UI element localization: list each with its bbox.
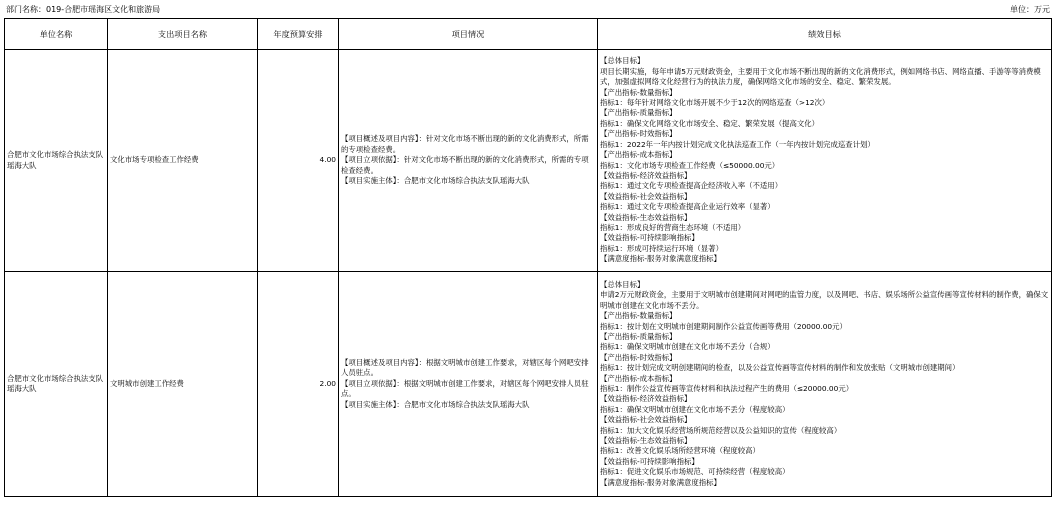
- unit-name-cell: 合肥市文化市场综合执法支队瑶海大队: [5, 272, 108, 497]
- perf-line: 【产出指标-成本指标】: [600, 373, 677, 383]
- perf-line: 【产出指标-时效指标】: [600, 352, 677, 362]
- project-name-cell: 文化市场专项检查工作经费: [108, 50, 258, 272]
- report-header: [6, 3, 1050, 17]
- column-header-description: 项目情况: [339, 19, 598, 50]
- perf-line: 【满意度指标-服务对象满意度指标】: [600, 477, 721, 487]
- perf-line: 【效益指标-经济效益指标】: [600, 394, 692, 404]
- project-table: [4, 18, 1052, 497]
- perf-line: 【产出指标-数量指标】: [600, 87, 677, 97]
- column-header-project-name: 支出项目名称: [108, 19, 258, 50]
- description-cell: [339, 50, 598, 272]
- perf-line: 指标1：加大文化娱乐经营场所规范经营以及公益知识的宣传（程度较高）: [600, 425, 842, 435]
- description-basis: 【项目立项依据】：根据文明城市创建工作要求，对辖区每个网吧安排人员驻点。: [341, 378, 589, 399]
- unit-name-cell: 合肥市文化市场综合执法支队瑶海大队: [5, 50, 108, 272]
- table-header-row: [5, 19, 1052, 50]
- description-basis: 【项目立项依据】：针对文化市场不断出现的新的文化消费形式，所需的专项检查经费。: [341, 155, 589, 175]
- column-header-budget: 年度预算安排: [258, 19, 339, 50]
- perf-line: 指标1：按计划在文明城市创建期间制作公益宣传画等费用（20000.00元）: [600, 321, 847, 331]
- description-implementer: 【项目实施主体】：合肥市文化市场综合执法支队瑶海大队: [341, 399, 530, 409]
- perf-line: 申请2万元财政资金，主要用于文明城市创建期间对网吧的监管力度，以及网吧、书店、娱乐场所公益宣传画等宣传材料的制作费，确保文明城市创建在文化市场不丢分。: [600, 290, 1049, 310]
- perf-line: 【效益指标-可持续影响指标】: [600, 456, 699, 466]
- table-row: [5, 50, 1052, 272]
- description-cell: [339, 272, 598, 497]
- table-row: [5, 272, 1052, 497]
- perf-line: 指标1：按计划完成文明创建期间的检查，以及公益宣传画等宣传材料的制作和发放张贴（文明城市创建期间）: [600, 363, 960, 373]
- performance-cell: [598, 272, 1052, 497]
- performance-cell: [598, 50, 1052, 272]
- perf-line: 指标1：形成可持续运行环境（显著）: [600, 243, 723, 253]
- perf-line: 指标1：确保文明城市创建在文化市场不丢分（合规）: [600, 342, 775, 352]
- perf-line: 【产出指标-成本指标】: [600, 150, 677, 160]
- column-header-performance: 绩效目标: [598, 19, 1052, 50]
- perf-line: 【产出指标-质量指标】: [600, 331, 677, 341]
- description-overview: 【项目概述及项目内容】：针对文化市场不断出现的新的文化消费形式，所需的专项检查经费。: [341, 134, 589, 154]
- perf-line: 指标1：确保文明城市创建在文化市场不丢分（程度较高）: [600, 404, 790, 414]
- perf-line: 指标1：每年针对网络文化市场开展不少于12次的网络巡查（>12次）: [600, 98, 830, 108]
- perf-line: 项目长期实施，每年申请5万元财政资金，主要用于文化市场不断出现的新的文化消费形式，例如网络书店、网络直播、手游等等消费模式，加强虚拟网络文化经营行为的执法力度，确保网络文化市场的安全、稳定、繁荣发展。: [600, 66, 1041, 87]
- perf-line: 【产出指标-时效指标】: [600, 129, 677, 139]
- perf-line: 【效益指标-社会效益指标】: [600, 191, 692, 201]
- budget-cell: 4.00: [258, 50, 339, 272]
- budget-cell: 2.00: [258, 272, 339, 497]
- description-overview: 【项目概述及项目内容】：根据文明城市创建工作要求，对辖区每个网吧安排人员驻点。: [341, 357, 589, 378]
- perf-line: 【效益指标-经济效益指标】: [600, 170, 692, 180]
- perf-line: 【总体目标】: [600, 56, 645, 66]
- currency-unit: 单位：万元: [1010, 5, 1050, 14]
- perf-line: 指标1：2022年一年内按计划完成文化执法巡查工作（一年内按计划完成巡查计划）: [600, 139, 875, 149]
- perf-line: 指标1：促进文化娱乐市场规范、可持续经营（程度较高）: [600, 467, 790, 477]
- perf-line: 指标1：文化市场专项检查工作经费（≤50000.00元）: [600, 160, 780, 170]
- perf-line: 【总体目标】: [600, 279, 645, 289]
- perf-line: 指标1：改善文化娱乐场所经营环境（程度较高）: [600, 446, 760, 456]
- perf-line: 指标1：通过文化专项检查提高企业运行效率（显著）: [600, 202, 775, 212]
- perf-line: 指标1：通过文化专项检查提高企经济收入率（不适用）: [600, 181, 783, 191]
- perf-line: 【效益指标-生态效益指标】: [600, 436, 692, 446]
- perf-line: 【效益指标-社会效益指标】: [600, 415, 692, 425]
- perf-line: 【效益指标-可持续影响指标】: [600, 233, 699, 243]
- perf-line: 【满意度指标-服务对象满意度指标】: [600, 254, 721, 264]
- department-name: 部门名称：019-合肥市瑶海区文化和旅游局: [6, 5, 161, 14]
- perf-line: 【产出指标-数量指标】: [600, 311, 677, 321]
- perf-line: 指标1：确保文化网络文化市场安全、稳定、繁荣发展（提高文化）: [600, 118, 820, 128]
- perf-line: 指标1：制作公益宣传画等宣传材料和执法过程产生的费用（≤20000.00元）: [600, 384, 854, 393]
- project-name-cell: 文明城市创建工作经费: [108, 272, 258, 497]
- description-implementer: 【项目实施主体】：合肥市文化市场综合执法支队瑶海大队: [341, 176, 530, 186]
- perf-line: 【产出指标-质量指标】: [600, 108, 677, 118]
- perf-line: 【效益指标-生态效益指标】: [600, 212, 692, 222]
- column-header-unit-name: 单位名称: [5, 19, 108, 50]
- perf-line: 指标1：形成良好的营商生态环境（不适用）: [600, 222, 746, 232]
